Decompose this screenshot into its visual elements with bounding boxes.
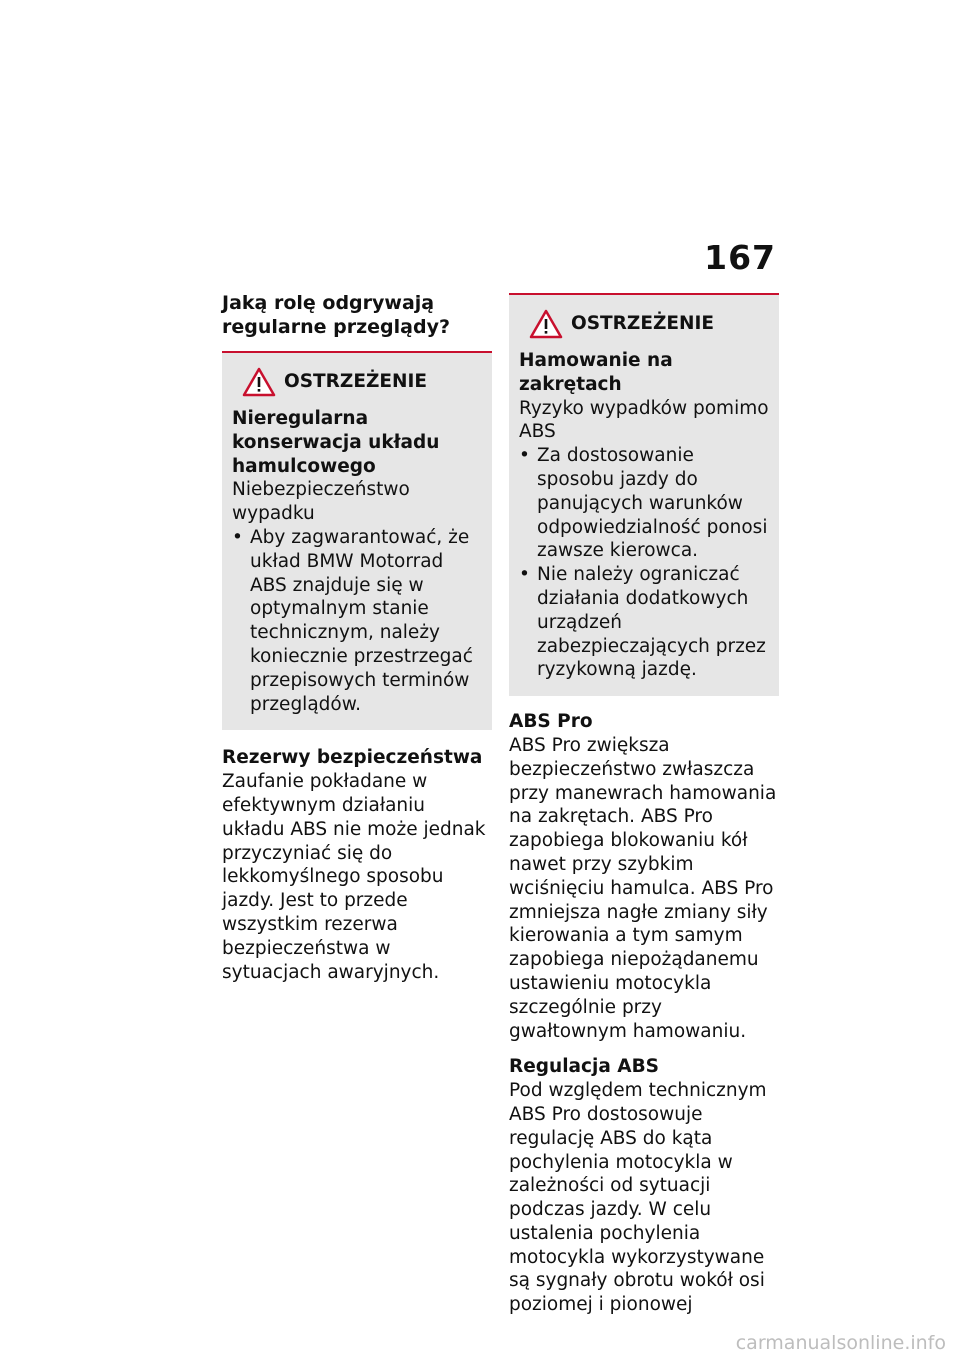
section-text: Zaufanie pokładane w efektywnym działaniu układu ABS nie może jednak przyczyniać się do lekkomyślnego sposobu jazdy. Jest to przede wszystkim rezerwa bezpieczeństwa w sytuacjach awaryjnych. [222, 771, 486, 983]
section-heading: Rezerwy bezpieczeństwa [222, 747, 483, 769]
warning-label: OSTRZEŻENIE [284, 371, 428, 393]
warning-bullets [232, 526, 482, 716]
warning-subtitle: Niebezpieczeństwo wypadku [232, 479, 410, 525]
warning-bullets [519, 444, 769, 682]
safety-reserves-section [222, 746, 492, 984]
section-heading: ABS Pro [509, 711, 593, 733]
warning-triangle-icon [242, 367, 276, 397]
warning-box [509, 295, 779, 696]
section-title: Jaką rolę odgrywają regularne przeglądy? [222, 292, 450, 338]
bullet-item: • Nie należy ograniczać działania dodatkowych urządzeń zabezpieczających przez ryzykowną jazdę. [519, 563, 769, 682]
page-number: 167 [704, 238, 776, 277]
warning-subtitle: Ryzyko wypadków pomimo ABS [519, 397, 769, 443]
warning-box [222, 353, 492, 730]
bullet-item: • Aby zagwarantować, że układ BMW Motorrad ABS znajduje się w optymalnym stanie technicznym, należy koniecznie przestrzegać przepisowych terminów przeglądów. [232, 526, 482, 716]
section-text: Pod względem technicznym ABS Pro dostosowuje regulację ABS do kąta pochylenia motocykla w zależności od sytuacji podczas jazdy. W celu ustalenia pochylenia motocykla wykorzystywane są sygnały obrotu wokół osi poziomej i pionowej [509, 1080, 767, 1316]
bullet-item: • Za dostosowanie sposobu jazdy do panujących warunków odpowiedzialność ponosi zawsze kierowca. [519, 444, 769, 563]
watermark: carmanualsonline.info [735, 1332, 946, 1354]
warning-header [519, 309, 769, 339]
warning-heading: Hamowanie na zakrętach [519, 350, 673, 395]
warning-triangle-icon [529, 309, 563, 339]
abs-pro-section [509, 710, 779, 1043]
left-column [222, 291, 492, 984]
right-column [509, 293, 779, 1317]
section-text: ABS Pro zwiększa bezpieczeństwo zwłaszcza przy manewrach hamowania na zakrętach. ABS Pro zapobiega blokowaniu kół nawet przy szybkim wciśnięciu hamulca. ABS Pro zmniejsza nagłe zmiany siły kierowania a tym samym zapobiega niepożądanemu ustawieniu motocykla szczególnie przy gwałtownym hamowaniu. [509, 734, 777, 1042]
warning-heading: Nieregularna konserwacja układu hamulcowego [232, 408, 440, 477]
section-heading: Regulacja ABS [509, 1056, 660, 1078]
abs-regulation-section [509, 1055, 779, 1317]
warning-label: OSTRZEŻENIE [571, 313, 715, 335]
warning-header [232, 367, 482, 397]
